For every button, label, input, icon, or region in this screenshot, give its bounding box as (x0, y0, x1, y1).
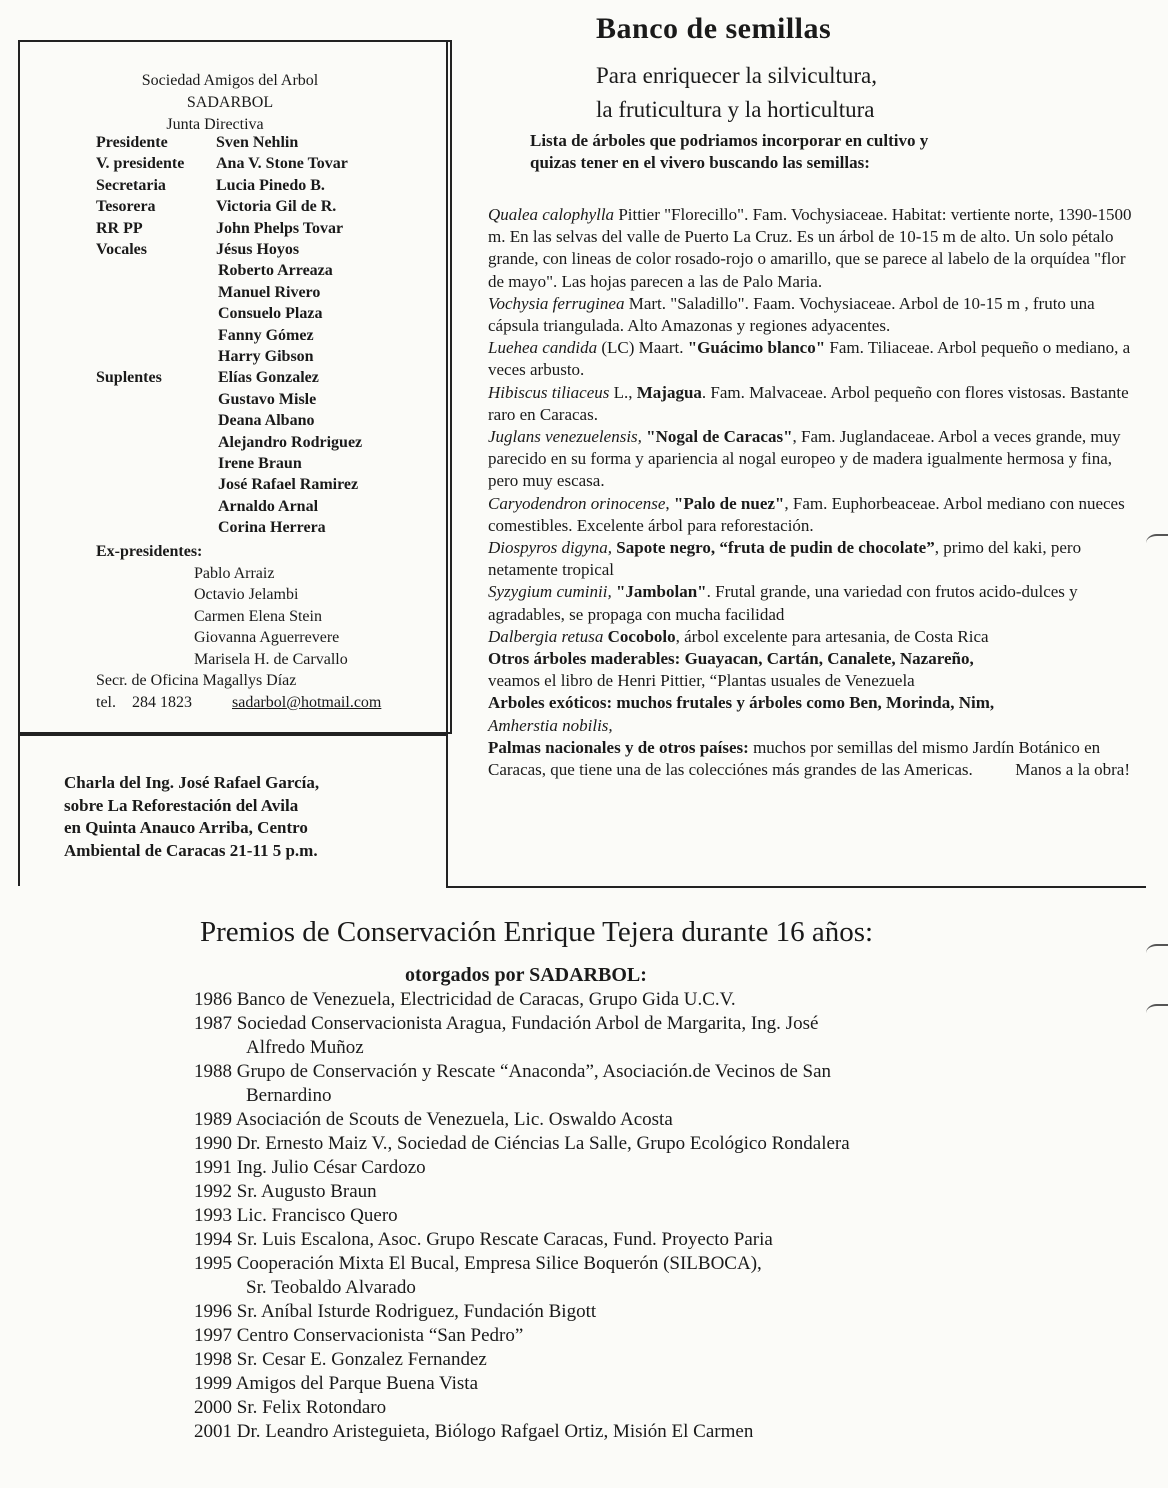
species-name: Dalbergia retusa (488, 626, 604, 646)
charla-line: sobre La Reforestación del Avila (64, 795, 299, 815)
member-role: Secretaria (96, 176, 166, 194)
seed-entry (488, 337, 1144, 381)
tel-number: 284 1823 (132, 694, 192, 711)
award-recipients: Sr. Cesar E. Gonzalez Fernandez (236, 1349, 487, 1370)
category-heading: Arboles exóticos: muchos frutales y árboles como Ben, Morinda, Nim, (488, 693, 995, 713)
award-recipients: Lic. Francisco Quero (236, 1205, 398, 1226)
category-description: veamos el libro de Henri Pittier, “Plantas usuales de Venezuela (488, 671, 915, 691)
species-name: Hibiscus tiliaceus (488, 382, 610, 402)
member-name: Roberto Arreaza (218, 262, 333, 280)
member-name: Elías Gonzalez (218, 369, 319, 387)
office-line: Secr. de Oficina Magallys Díaz (96, 672, 297, 689)
ex-president-name: Marisela H. de Carvallo (194, 650, 348, 668)
board-title: Junta Directiva (166, 116, 264, 133)
member-name: Irene Braun (218, 455, 302, 472)
tel-label: tel. (96, 694, 116, 711)
category-heading: Palmas nacionales y de otros países: (488, 737, 749, 757)
species-description: Mart. "Saladillo". Faam. Vochysiaceae. Arbol de 10-15 m , fruto una cápsula triangulada. Alto Amazonas y regiones adyacentes. (488, 293, 1095, 336)
species-name: Syzygium cuminii, (488, 582, 612, 602)
seed-entry (488, 626, 1144, 648)
award-item (194, 1372, 1134, 1396)
member-name: Gustavo Misle (218, 390, 317, 408)
award-recipients: Centro Conservacionista “San Pedro” (236, 1325, 524, 1346)
member-name: José Rafael Ramirez (218, 476, 359, 494)
species-name: Qualea calophylla (488, 205, 615, 224)
award-recipients: Sr. Aníbal Isturde Rodriguez, Fundación Bigott (236, 1301, 597, 1322)
award-year: 1992 (194, 1181, 232, 1202)
seed-entry (488, 382, 1144, 426)
common-name: Cocobolo (603, 626, 676, 646)
award-year: 1989 (194, 1109, 232, 1130)
seed-entry (488, 737, 1144, 781)
member-name: Corina Herrera (218, 519, 326, 537)
member-name: Jésus Hoyos (216, 241, 300, 258)
ex-presidents-label: Ex-presidentes: (96, 543, 203, 560)
member-name: Harry Gibson (218, 348, 314, 365)
member-name: John Phelps Tovar (216, 219, 344, 237)
member-name: Manuel Rivero (218, 283, 321, 301)
award-item (194, 1204, 1134, 1228)
award-year: 1994 (194, 1229, 232, 1250)
member-name: Fanny Gómez (218, 326, 314, 344)
member-role: Vocales (96, 241, 147, 258)
award-recipients-continued: Sr. Teobaldo Alvarado (246, 1277, 416, 1298)
award-recipients: Banco de Venezuela, Electricidad de Caracas, Grupo Gida U.C.V. (236, 989, 736, 1010)
award-recipients: Dr. Ernesto Maiz V., Sociedad de Ciéncias La Salle, Grupo Ecológico Rondalera (236, 1133, 850, 1154)
bank-subtitle-1: Para enriquecer la silvicultura, (596, 63, 877, 88)
ex-president-name: Carmen Elena Stein (194, 607, 322, 625)
award-year: 1998 (194, 1349, 232, 1370)
binder-mark (1146, 1004, 1168, 1022)
seed-entry (488, 426, 1144, 493)
award-item (194, 1324, 1134, 1348)
award-recipients: Cooperación Mixta El Bucal, Empresa Silice Boquerón (SILBOCA), (236, 1253, 762, 1274)
common-name: Sapote negro, “fruta de pudin de chocolate” (612, 538, 935, 558)
member-role: Tesorera (96, 198, 156, 216)
award-recipients: Grupo de Conservación y Rescate “Anaconda”, Asociación.de Vecinos de San (236, 1061, 832, 1082)
bank-intro-line-1: Lista de árboles que podriamos incorporar en cultivo y (530, 131, 929, 150)
ex-presidents-list (194, 563, 434, 670)
member-role: RR PP (96, 219, 143, 237)
awards-subtitle: otorgados por SADARBOL: (405, 964, 647, 986)
bank-subtitle-2: la fruticultura y la horticultura (596, 97, 875, 122)
member-role: Presidente (96, 134, 168, 151)
member-name: Sven Nehlin (216, 134, 299, 151)
category-heading: Otros árboles maderables: Guayacan, Cartán, Canalete, Nazareño, (488, 649, 974, 669)
species-name: Caryodendron orinocense (488, 493, 666, 513)
award-year: 1993 (194, 1205, 232, 1226)
award-item (194, 1156, 1134, 1180)
award-year: 1986 (194, 989, 232, 1010)
award-item (194, 1228, 1134, 1252)
species-description: , árbol excelente para artesania, de Costa Rica (675, 626, 989, 646)
award-recipients-continued: Alfredo Muñoz (246, 1037, 364, 1058)
award-item (194, 1132, 1134, 1156)
charla-line: Charla del Ing. José Rafael García, (64, 773, 320, 792)
seed-entry (488, 204, 1144, 293)
column-divider (446, 40, 448, 888)
seed-entry (488, 581, 1144, 625)
award-item (194, 1300, 1134, 1324)
species-name: Juglans venezuelensis, (488, 427, 642, 447)
ex-president-name: Pablo Arraiz (194, 565, 275, 582)
binder-mark (1146, 534, 1168, 552)
charla-text (64, 772, 424, 862)
award-recipients: Dr. Leandro Aristeguieta, Biólogo Rafgael Ortiz, Misión El Carmen (236, 1421, 754, 1442)
common-name: Majagua (636, 382, 702, 402)
seed-entry (488, 293, 1144, 337)
charla-line: en Quinta Anauco Arriba, Centro (64, 818, 308, 837)
org-name: Sociedad Amigos del Arbol (141, 72, 319, 89)
species-description: , primo del kaki, pero netamente tropical (488, 538, 1082, 580)
member-name: Deana Albano (218, 412, 315, 430)
member-role: Suplentes (96, 369, 162, 387)
award-recipients-continued: Bernardino (246, 1085, 332, 1106)
common-name: "Guácimo blanco" (687, 338, 826, 358)
award-year: 1987 (194, 1013, 232, 1034)
ex-president-name: Octavio Jelambi (194, 586, 299, 604)
member-name: Consuelo Plaza (218, 305, 323, 323)
award-recipients: Sr. Luis Escalona, Asoc. Grupo Rescate Caracas, Fund. Proyecto Paria (236, 1229, 773, 1250)
award-item (194, 1012, 1134, 1036)
org-acronym: SADARBOL (186, 94, 274, 111)
award-item (194, 1396, 1134, 1420)
award-year: 1996 (194, 1301, 232, 1322)
category-description: muchos por semillas del mismo Jardín Botánico en Caracas, que tiene una de las colecciónes más grandes de las Americas. Manos a la obra! (488, 737, 1130, 780)
award-recipients: Amigos del Parque Buena Vista (235, 1373, 479, 1394)
charla-line: Ambiental de Caracas 21-11 5 p.m. (64, 840, 318, 860)
award-item (194, 1108, 1134, 1132)
award-year: 1999 (194, 1373, 232, 1394)
member-name: Ana V. Stone Tovar (216, 155, 348, 173)
species-description: Pittier "Florecillo". Fam. Vochysiaceae. Habitat: vertiente norte, 1390-1500 m. En las selvas del valle de Puerto La Cruz. Es un árbol de 10-15 m de alto. Un solo pétalo grande, con lineas de color rosado-rojo o amarillo, que se parece al labelo de la orquídea "flor de mayo". Las hojas parecen a las de Palo Maria. (488, 205, 1132, 291)
common-name: "Palo de nuez" (673, 493, 785, 513)
award-recipients: Sr. Augusto Braun (236, 1181, 377, 1202)
species-name: Amherstia nobilis, (488, 715, 613, 735)
award-year: 1997 (194, 1325, 232, 1346)
species-description: Fam. Tiliaceae. Arbol pequeño o mediano, a veces arbusto. (488, 338, 1131, 380)
award-item (194, 1252, 1134, 1276)
ex-president-name: Giovanna Aguerrevere (194, 629, 340, 647)
award-year: 1988 (194, 1061, 232, 1082)
member-name: Arnaldo Arnal (218, 497, 319, 515)
species-name: Luehea candida (488, 338, 598, 358)
award-year: 1995 (194, 1253, 232, 1274)
species-description: . Fam. Malvaceae. Arbol pequeño con flores vistosas. Bastante raro en Caracas. (488, 382, 1129, 424)
binder-mark (1146, 944, 1168, 962)
award-year: 2001 (194, 1421, 232, 1442)
seed-entry (488, 648, 1144, 692)
award-recipients: Sr. Felix Rotondaro (236, 1397, 387, 1418)
member-name: Lucia Pinedo B. (216, 176, 325, 194)
member-name: Alejandro Rodriguez (218, 433, 363, 451)
awards-list (194, 988, 1134, 1444)
award-item (194, 1060, 1134, 1084)
email-link[interactable]: sadarbol@hotmail.com (232, 694, 382, 711)
seed-entry (488, 493, 1144, 537)
separator: , (665, 493, 674, 513)
species-description: , Fam. Juglandaceae. Arbol a veces grande, muy parecido en su forma y apariencia al nogal europeo y de madera igualmente hermosa y fina, pero muy escasa. (488, 427, 1121, 491)
award-item (194, 1180, 1134, 1204)
award-item (194, 1420, 1134, 1444)
species-description: . Frutal grande, una variedad con frutos acido-dulces y agradables, se propaga con mucha facilidad (488, 582, 1078, 624)
species-author: (LC) Maart. (597, 338, 688, 358)
award-item (194, 1348, 1134, 1372)
section-divider (446, 886, 1146, 888)
award-item (194, 988, 1134, 1012)
bank-title: Banco de semillas (596, 12, 832, 45)
seed-entry (488, 537, 1144, 581)
seed-entry (488, 692, 1144, 736)
award-recipients: Asociación de Scouts de Venezuela, Lic. Oswaldo Acosta (235, 1109, 673, 1130)
awards-title: Premios de Conservación Enrique Tejera durante 16 años: (200, 916, 874, 948)
bank-intro (530, 130, 928, 174)
award-year: 2000 (194, 1397, 232, 1418)
bank-intro-line-2: quizas tener en el vivero buscando las semillas: (530, 153, 870, 172)
species-author: L., (609, 382, 637, 402)
award-recipients: Sociedad Conservacionista Aragua, Fundación Arbol de Margarita, Ing. José (236, 1013, 819, 1034)
award-year: 1990 (194, 1133, 232, 1154)
species-description: , Fam. Euphorbeaceae. Arbol mediano con nueces comestibles. Excelente árbol para reforestación. (488, 493, 1125, 535)
member-list (96, 134, 436, 544)
common-name: "Jambolan" (611, 582, 707, 602)
seed-list (488, 204, 1144, 781)
species-name: Vochysia ferruginea (488, 293, 625, 313)
member-role: V. presidente (96, 155, 185, 173)
common-name: "Nogal de Caracas" (641, 427, 793, 447)
award-recipients: Ing. Julio César Cardozo (236, 1157, 426, 1178)
species-name: Diospyros digyna, (488, 538, 613, 558)
award-year: 1991 (194, 1157, 232, 1178)
member-name: Victoria Gil de R. (216, 198, 337, 216)
